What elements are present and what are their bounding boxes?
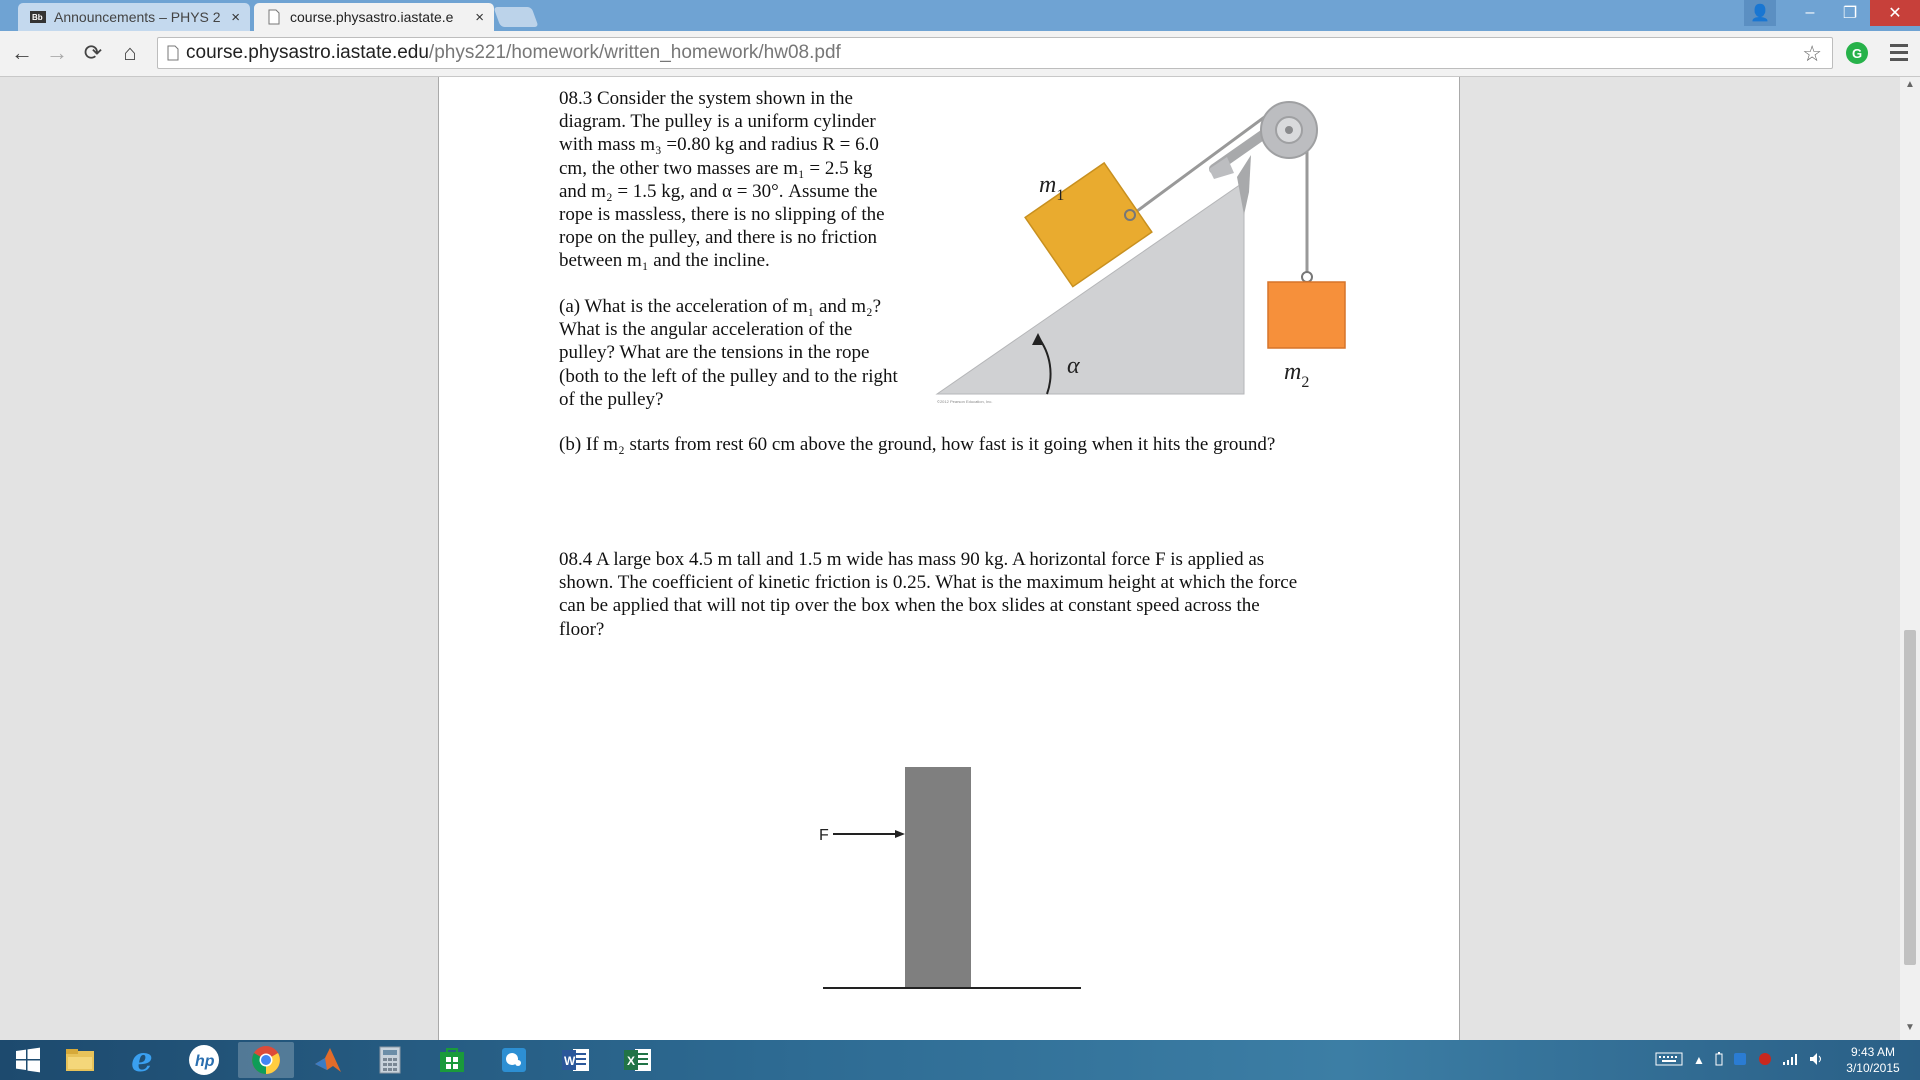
user-profile-icon[interactable]: 👤 [1744,0,1776,26]
onedrive-icon[interactable] [1733,1052,1747,1069]
address-bar[interactable] [157,37,1833,69]
maximize-button[interactable]: ❐ [1842,5,1858,22]
force-label: F [819,827,829,844]
tab-close-button[interactable]: × [231,8,240,26]
tab-announcements[interactable] [18,3,250,31]
block-m2 [1268,282,1345,348]
grammarly-extension-icon[interactable]: G [1846,42,1868,64]
url-text [186,42,841,64]
chrome-icon[interactable] [238,1042,294,1078]
paint-icon[interactable] [486,1042,542,1078]
problem-08-3-part-b: (b) If m₂ starts from rest 60 cm above the ground, how fast is it going when it hits the ground? [559,434,1276,455]
m2-hook [1302,272,1312,282]
pulley-axle [1285,126,1293,134]
box-force-diagram [819,767,1139,1027]
alpha-label: α [1067,353,1080,379]
system-tray [1655,1040,1835,1080]
chevron-up-icon[interactable]: ▲ [1693,1053,1705,1067]
start-icon[interactable] [0,1042,56,1078]
new-tab-button[interactable] [493,7,538,27]
clock-date: 3/10/2015 [1846,1061,1900,1075]
url-path: /phys221/homework/written_homework/hw08.pdf [428,42,841,63]
vertical-scrollbar[interactable] [1900,77,1920,1040]
matlab-icon[interactable] [300,1042,356,1078]
close-window-button[interactable]: ✕ [1870,0,1920,26]
problem-08-3-text: 08.3 Consider the system shown in the diagram. The pulley is a uniform cylinder with mass m₃ =0.80 kg and radius R = 6.0 cm, the other two masses are m₁ = 2.5 kg and m₂ = 1.5 kg, and α = 30°. Assume the rope is massless, there is no slipping of the rope on the pulley, and there is no friction between m₁ and the incline. [559,88,885,272]
svg-text:X: X [627,1054,636,1068]
url-domain: course.physastro.iastate.edu [186,42,429,63]
m2-label: $m_2$ [1284,359,1310,391]
wifi-signal-icon[interactable] [1783,1053,1799,1068]
window-controls [1744,0,1920,26]
forward-button[interactable]: → [46,40,68,65]
pdf-page [438,77,1460,1040]
scroll-down-arrow[interactable]: ▼ [1905,1022,1915,1033]
m1-label: $m_1$ [1039,172,1065,204]
chrome-menu-icon[interactable] [1890,44,1908,65]
bookmark-star-icon[interactable]: ☆ [1802,41,1822,66]
copyright-text: ©2012 Pearson Education, Inc. [937,399,993,404]
svg-text:Bb: Bb [32,13,43,22]
keyboard-icon[interactable] [1655,1052,1683,1069]
calculator-icon[interactable] [362,1042,418,1078]
rope-left [1129,110,1274,217]
file-explorer-icon[interactable] [52,1042,108,1078]
windows-taskbar [0,1040,1920,1080]
internet-explorer-icon[interactable]: e [131,1040,153,1080]
tab-title: course.physastro.iastate.e [290,9,454,25]
home-button[interactable]: ⌂ [123,40,137,65]
scroll-thumb[interactable] [1904,630,1916,965]
svg-text:hp: hp [195,1053,215,1070]
page-icon [166,45,180,61]
problem-08-3-part-a: (a) What is the acceleration of m₁ and m₂? What is the angular acceleration of the pulley? What are the tensions in the rope (both to the left of the pulley and to the right of the pulley? [559,296,898,410]
scroll-up-arrow[interactable]: ▲ [1905,79,1915,90]
problem-08-4-text: 08.4 A large box 4.5 m tall and 1.5 m wide has mass 90 kg. A horizontal force F is applied as shown. The coefficient of kinetic friction is 0.25. What is the maximum height at which the force can be applied that will not tip over the box when the box slides at constant speed across the floor? [559,549,1298,640]
volume-icon[interactable] [1809,1052,1825,1069]
browser-titlebar [0,0,1920,31]
minimize-button[interactable]: – [1805,4,1815,21]
word-icon[interactable] [548,1042,604,1078]
tall-box [905,767,971,987]
svg-text:W: W [564,1054,576,1068]
force-arrowhead [895,830,905,838]
document-icon [266,9,282,25]
tab-hw08-pdf[interactable] [254,3,494,31]
incline-pulley-diagram [929,97,1349,404]
antivirus-icon[interactable] [1757,1052,1773,1069]
store-icon[interactable] [424,1042,480,1078]
back-button[interactable]: ← [11,40,33,65]
reload-button[interactable]: ⟳ [83,40,103,65]
system-clock[interactable] [1838,1044,1908,1076]
blackboard-icon [30,9,46,25]
hp-icon[interactable] [176,1042,232,1078]
battery-icon[interactable] [1715,1052,1723,1069]
browser-toolbar [0,31,1920,77]
clock-time: 9:43 AM [1850,1045,1896,1059]
excel-icon[interactable] [610,1042,666,1078]
tab-title: Announcements – PHYS 2 [54,9,221,25]
tab-close-button[interactable]: × [475,8,484,26]
pdf-viewport [0,77,1920,1040]
